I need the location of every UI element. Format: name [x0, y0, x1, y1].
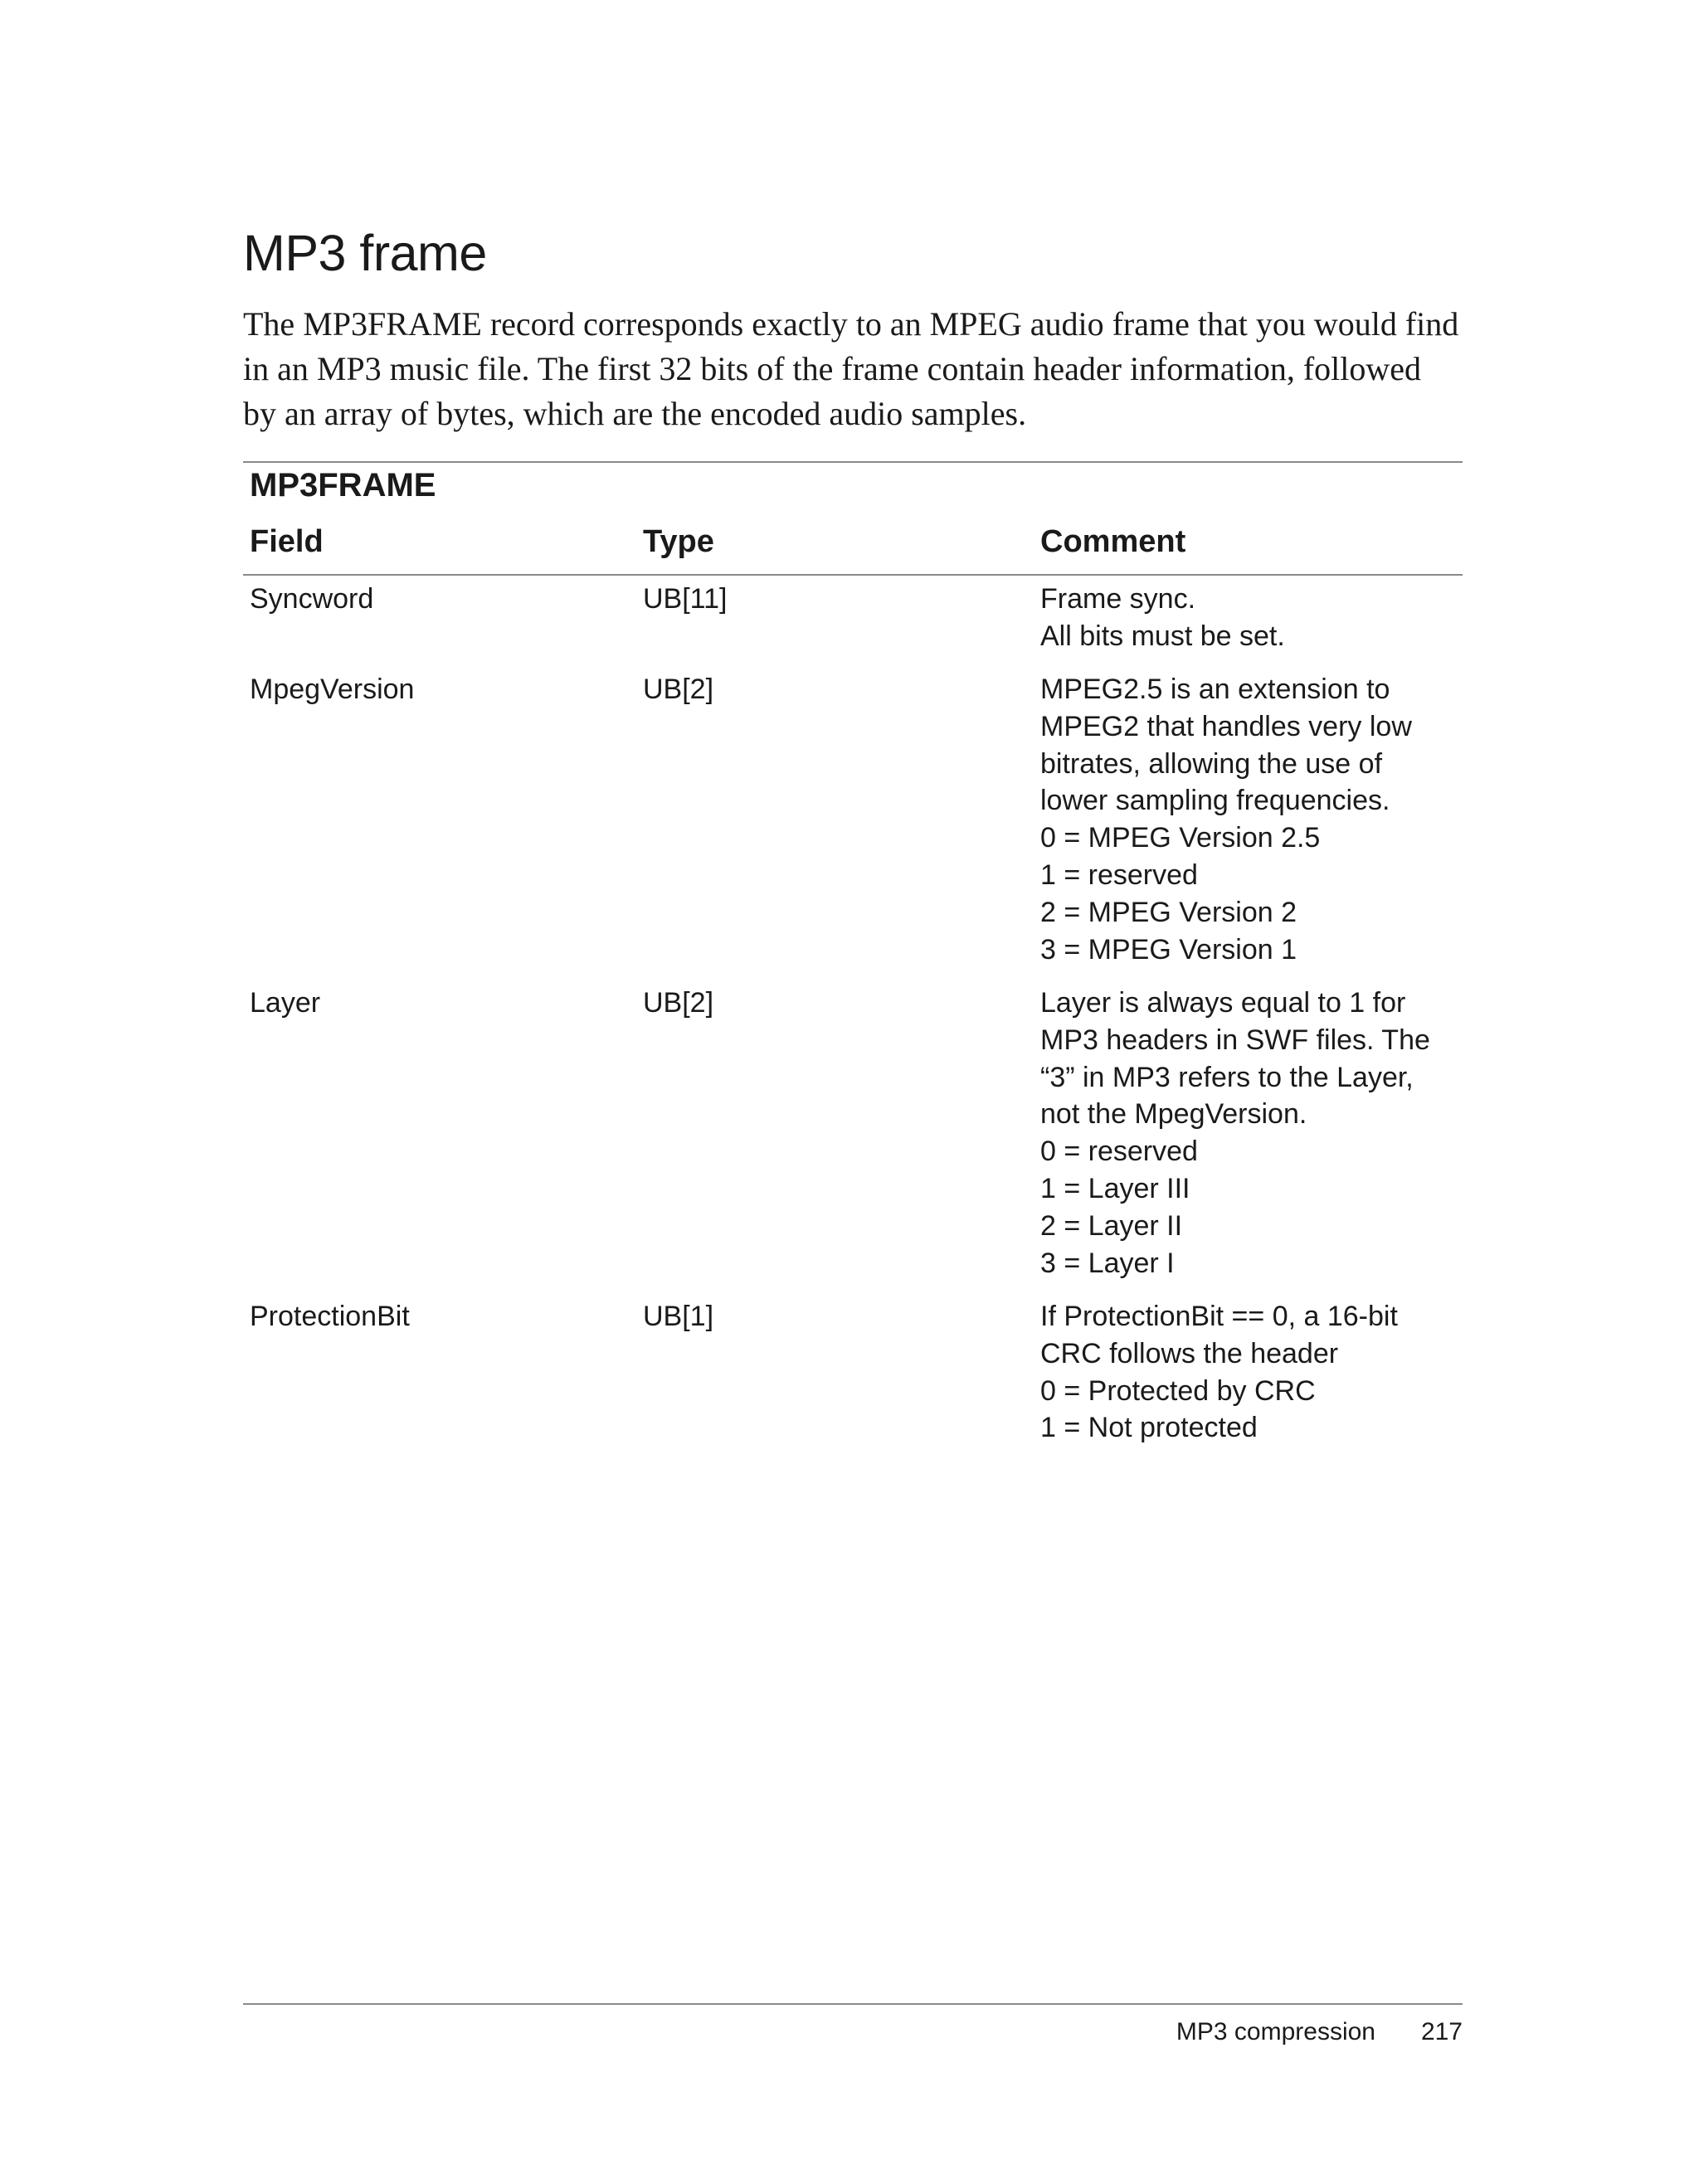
comment-line: 3 = MPEG Version 1 [1040, 933, 1297, 966]
section-title: MP3 frame [243, 225, 487, 281]
table-title: MP3FRAME [250, 467, 436, 503]
comment-line: If ProtectionBit == 0, a 16-bit [1040, 1301, 1398, 1332]
comment-line: CRC follows the header [1040, 1337, 1339, 1369]
comment-cell [1040, 581, 1463, 655]
comment-line: MP3 headers in SWF files. The [1040, 1024, 1430, 1056]
comment-line: “3” in MP3 refers to the Layer, [1040, 1061, 1414, 1093]
type-cell: UB[2] [643, 987, 714, 1019]
type-cell: UB[2] [643, 674, 714, 705]
comment-line: MPEG2 that handles very low [1040, 710, 1412, 742]
footer-chapter-label: MP3 compression [1176, 2018, 1375, 2045]
field-cell: MpegVersion [250, 674, 415, 705]
page-number: 217 [1420, 2018, 1463, 2045]
comment-line: not the MpegVersion. [1040, 1098, 1307, 1131]
comment-line: Layer is always equal to 1 for [1040, 987, 1406, 1019]
field-cell: Syncword [250, 583, 374, 615]
comment-line: 0 = reserved [1040, 1136, 1198, 1168]
intro-paragraph: The MP3FRAME record corresponds exactly to an MPEG audio frame that you would find in an MP3 music file. The first 32 bits of the frame contain header information, followed by an array of bytes, which are the encoded audio samples. [243, 305, 1459, 432]
comment-line: Frame sync. [1040, 583, 1196, 615]
header-field: Field [250, 524, 324, 559]
header-rule [243, 574, 1463, 576]
comment-line: 0 = Protected by CRC [1040, 1374, 1316, 1407]
comment-line: MPEG2.5 is an extension to [1040, 674, 1390, 705]
footer-rule [243, 2003, 1463, 2005]
field-cell: Layer [250, 987, 321, 1019]
comment-line: 1 = reserved [1040, 859, 1198, 891]
comment-line: bitrates, allowing the use of [1040, 747, 1383, 780]
comment-line: 2 = MPEG Version 2 [1040, 896, 1297, 928]
comment-line: 3 = Layer I [1040, 1247, 1175, 1279]
comment-cell [1040, 985, 1463, 1282]
comment-line: 0 = MPEG Version 2.5 [1040, 822, 1321, 854]
header-type: Type [643, 524, 714, 559]
header-comment: Comment [1040, 524, 1186, 559]
comment-line: 1 = Layer III [1040, 1172, 1190, 1204]
comment-line: 2 = Layer II [1040, 1209, 1183, 1242]
comment-cell [1040, 671, 1463, 968]
field-cell: ProtectionBit [250, 1301, 410, 1332]
type-cell: UB[1] [643, 1301, 714, 1332]
comment-line: 1 = Not protected [1040, 1412, 1258, 1444]
comment-cell [1040, 1298, 1463, 1447]
comment-line: All bits must be set. [1040, 620, 1285, 652]
type-cell: UB[11] [643, 583, 728, 615]
comment-line: lower sampling frequencies. [1040, 785, 1390, 817]
table-top-rule [243, 461, 1463, 463]
